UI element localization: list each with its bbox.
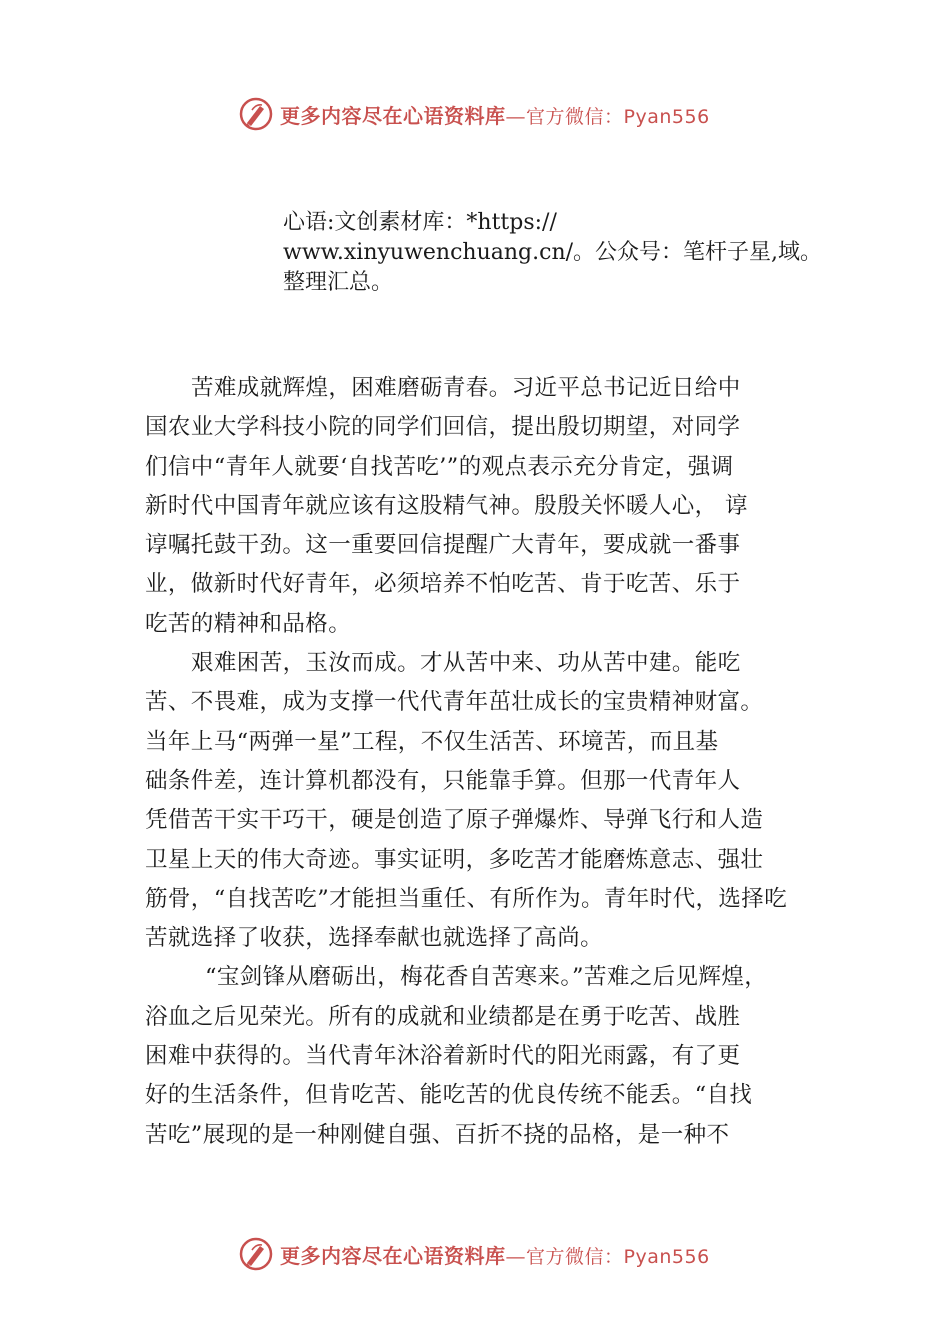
pen-logo-icon: [238, 96, 274, 132]
article-line: 们信中“青年人就要‘自找苦吃’”的观点表示充分肯定，强调: [145, 453, 734, 480]
article-line: 苦就选择了收获，选择奉献也就选择了高尚。: [145, 925, 604, 952]
article-line: 苦难成就辉煌，困难磨砺青春。习近平总书记近日给中: [191, 375, 741, 401]
source-note: [283, 208, 883, 298]
article-line: 业，做新时代好青年，必须培养不怕吃苦、肯于吃苦、乐于: [145, 571, 741, 598]
banner-wechat: 官方微信：Pyan556: [526, 1245, 710, 1268]
article-line: 浴血之后见荣光。所有的成就和业绩都是在勇于吃苦、战胜: [145, 1003, 741, 1030]
article-body: [145, 369, 825, 1155]
article-line: 谆嘱托鼓干劲。这一重要回信提醒广大青年，要成就一番事: [145, 532, 741, 559]
footer-banner: [238, 1236, 758, 1272]
source-line: 整理汇总。: [283, 270, 394, 295]
source-line: www.xinyuwenchuang.cn/。公众号：笔杆子星,域。: [283, 240, 823, 265]
article-line: 艰难困苦，玉汝而成。才从苦中来、功从苦中建。能吃: [191, 650, 741, 677]
banner-title: 更多内容尽在心语资料库: [280, 1243, 506, 1268]
pen-logo-icon: [238, 1236, 274, 1272]
banner-title: 更多内容尽在心语资料库: [280, 103, 506, 128]
banner-separator: —: [505, 103, 526, 128]
banner-wechat: 官方微信：Pyan556: [526, 105, 710, 128]
article-line: 苦、不畏难，成为支撑一代代青年茁壮成长的宝贵精神财富。: [145, 689, 764, 716]
article-line: 筋骨，“自找苦吃”才能担当重任、有所作为。青年时代，选择吃: [145, 885, 788, 912]
article-line: 凭借苦干实干巧干，硬是创造了原子弹爆炸、导弹飞行和人造: [145, 807, 764, 834]
article-line: 苦吃”展现的是一种刚健自强、百折不挠的品格，是一种不: [145, 1121, 730, 1148]
article-line: 困难中获得的。当代青年沐浴着新时代的阳光雨露，有了更: [145, 1043, 741, 1070]
article-line: 好的生活条件，但肯吃苦、能吃苦的优良传统不能丢。“自找: [145, 1082, 753, 1109]
article-line: “宝剑锋从磨砺出，梅花香自苦寒来。”苦难之后见辉煌，: [205, 964, 768, 991]
article-line: 当年上马“两弹一星”工程，不仅生活苦、环境苦，而且基: [145, 728, 719, 755]
article-line: 新时代中国青年就应该有这股精气神。殷殷关怀暖人心， 谆: [145, 492, 748, 519]
article-line: 吃苦的精神和品格。: [145, 610, 352, 637]
source-line: 心语:文创素材库：*https://: [283, 210, 557, 235]
banner-separator: —: [505, 1243, 526, 1268]
article-line: 础条件差，连计算机都没有，只能靠手算。但那一代青年人: [145, 767, 741, 794]
header-banner: [238, 96, 758, 132]
article-line: 国农业大学科技小院的同学们回信，提出殷切期望，对同学: [145, 414, 741, 441]
article-line: 卫星上天的伟大奇迹。事实证明，多吃苦才能磨炼意志、强壮: [145, 846, 764, 873]
